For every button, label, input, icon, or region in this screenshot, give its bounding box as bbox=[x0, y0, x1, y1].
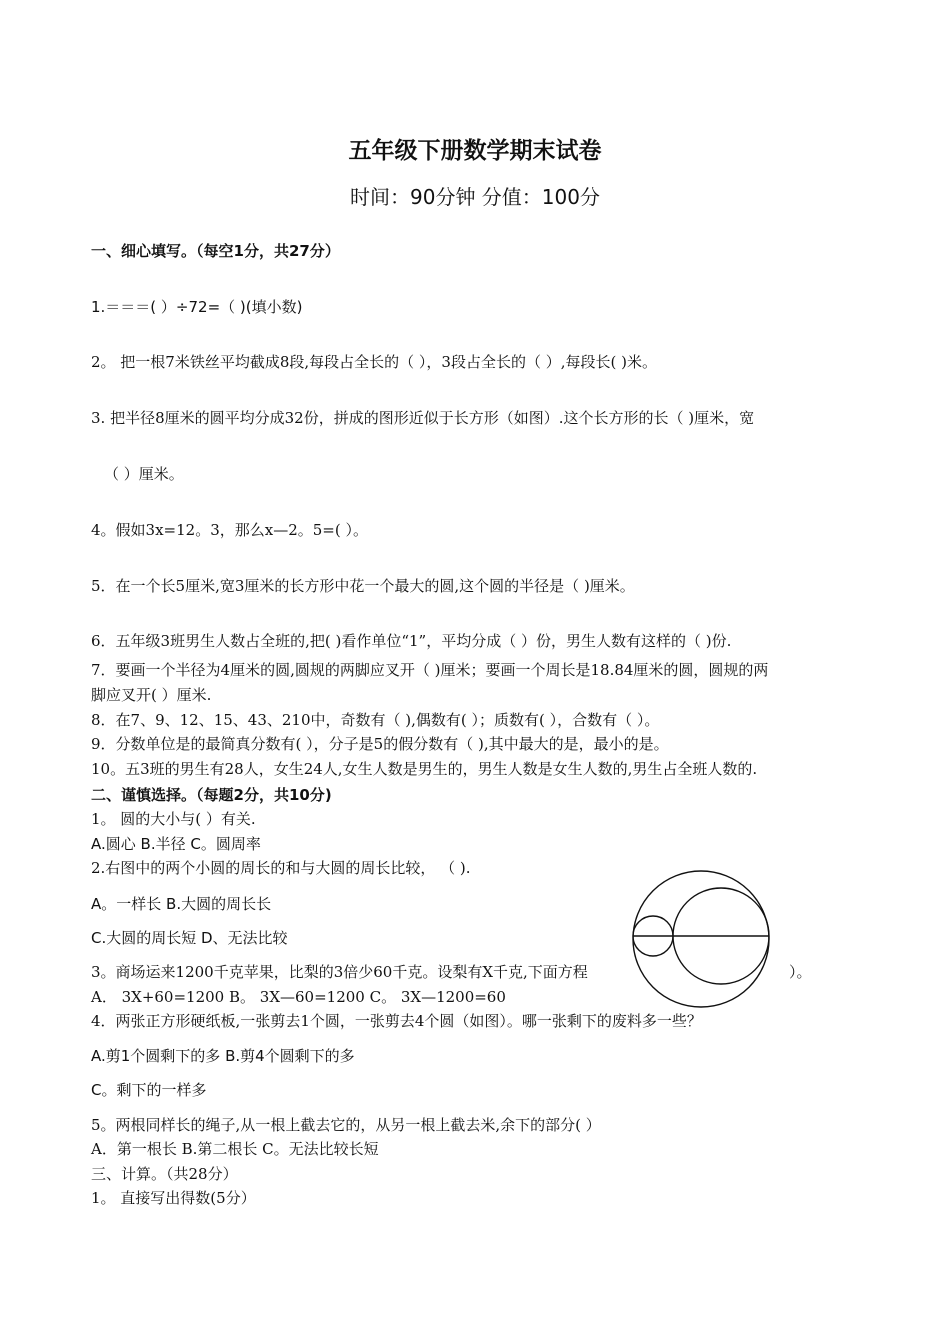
section2-q2: 2.右图中的两个小圆的周长的和与大圆的周长比较， （ ). bbox=[91, 859, 471, 877]
exam-title: 五年级下册数学期末试卷 bbox=[348, 137, 602, 164]
exam-subtitle: 时间：90分钟 分值：100分 bbox=[350, 185, 600, 209]
section2-q4-options-b: C。剩下的一样多 bbox=[91, 1081, 207, 1099]
section2-q2-options-b: C.大圆的周长短 D、无法比较 bbox=[91, 929, 288, 947]
section1-q7-continued: 脚应叉开( ）厘米. bbox=[91, 686, 212, 704]
section1-q10: 10。五3班的男生有28人，女生24人,女生人数是男生的，男生人数是女生人数的,男生占全班人数的. bbox=[91, 760, 758, 778]
section2-q4-options-a: A.剪1个圆剩下的多 B.剪4个圆剩下的多 bbox=[91, 1047, 355, 1065]
large-circle bbox=[633, 871, 769, 1007]
section1-q3: 3. 把半径8厘米的圆平均分成32份，拼成的图形近似于长方形（如图）.这个长方形的长（ )厘米，宽 bbox=[91, 409, 755, 427]
section1-q5: 5．在一个长5厘米,宽3厘米的长方形中花一个最大的圆,这个圆的半径是（ )厘米。 bbox=[91, 577, 635, 595]
section1-q2: 2。 把一根7米铁丝平均截成8段,每段占全长的（ ），3段占全长的（ ）,每段长( )米。 bbox=[91, 353, 657, 371]
section2-q5-options: A．第一根长 B.第二根长 C。无法比较长短 bbox=[91, 1140, 379, 1158]
section2-q1-options: A.圆心 B.半径 C。圆周率 bbox=[91, 835, 261, 853]
section2-q1: 1。 圆的大小与( ）有关. bbox=[91, 810, 256, 828]
section2-q3-tail: ）。 bbox=[789, 963, 812, 981]
section2-q4: 4．两张正方形硬纸板,一张剪去1个圆，一张剪去4个圆（如图）。哪一张剩下的废料多一些？ bbox=[91, 1012, 702, 1030]
section3-q1: 1。 直接写出得数(5分） bbox=[91, 1189, 256, 1207]
section2-q5: 5。两根同样长的绳子,从一根上截去它的，从另一根上截去米,余下的部分( ） bbox=[91, 1116, 601, 1134]
section1-q8: 8．在7、9、12、15、43、210中，奇数有（ ),偶数有( ）；质数有( ），合数有（ ）。 bbox=[91, 711, 660, 729]
section2-q2-options-a: A。一样长 B.大圆的周长长 bbox=[91, 895, 272, 913]
section2-heading: 二、谨慎选择。（每题2分，共10分) bbox=[91, 786, 332, 804]
section2-q3: 3。商场运来1200千克苹果，比梨的3倍少60千克。设梨有X千克,下面方程 bbox=[91, 963, 588, 981]
section1-q1: 1.＝＝＝( ）÷72=（ )(填小数) bbox=[91, 298, 303, 316]
section2-q3-options: A． 3X+60=1200 B。 3X—60=1200 C。 3X—1200=60 bbox=[91, 988, 506, 1006]
section1-q7: 7．要画一个半径为4厘米的圆,圆规的两脚应叉开（ )厘米；要画一个周长是18.84厘米的圆，圆规的两 bbox=[91, 661, 769, 679]
section3-heading: 三、计算。（共28分） bbox=[91, 1165, 238, 1183]
section1-q9: 9．分数单位是的最简真分数有( ），分子是5的假分数有（ ),其中最大的是，最小的是。 bbox=[91, 735, 669, 753]
section1-q4: 4。假如3x=12。3，那么x—2。5=( ）。 bbox=[91, 521, 368, 539]
section1-heading: 一、细心填写。（每空1分，共27分） bbox=[91, 242, 340, 260]
section1-q6: 6．五年级3班男生人数占全班的,把( )看作单位“1”，平均分成（ ）份，男生人数有这样的（ )份. bbox=[91, 632, 732, 650]
circles-figure bbox=[631, 869, 771, 1009]
section1-q3-continued: （ ）厘米。 bbox=[104, 465, 184, 483]
